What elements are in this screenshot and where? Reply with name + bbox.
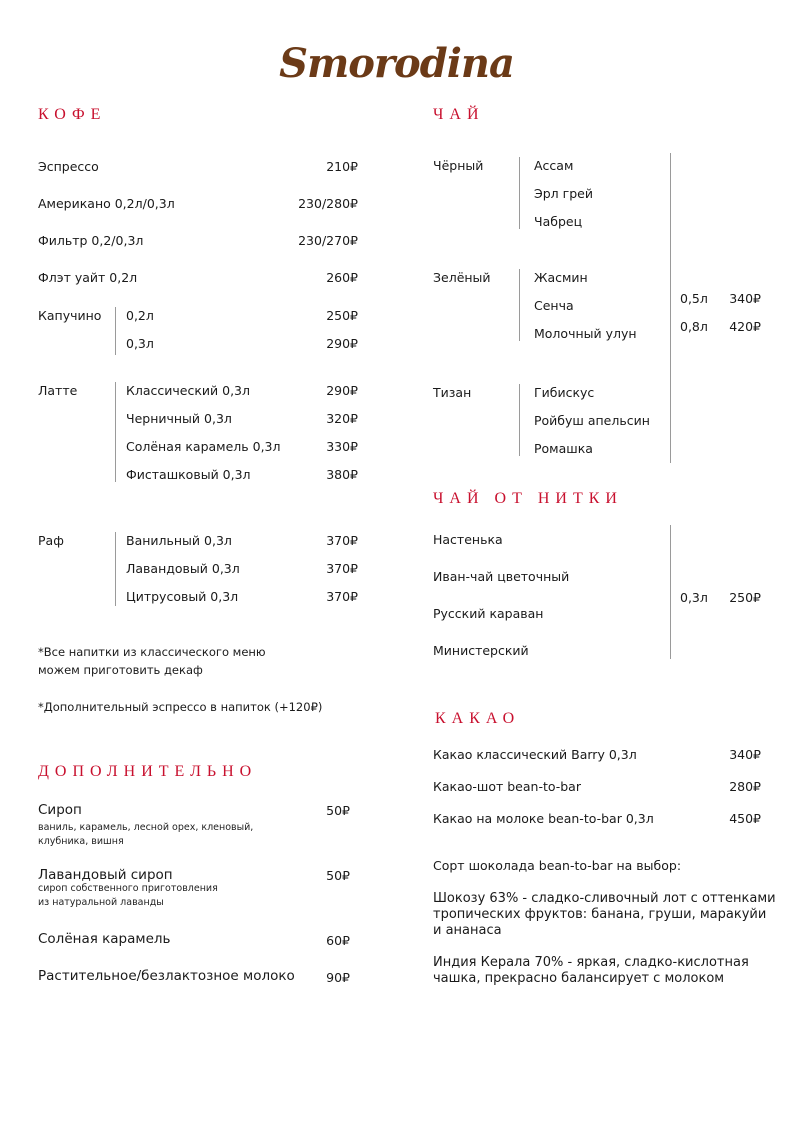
divider xyxy=(519,384,520,456)
option-price: 250₽ xyxy=(326,308,358,323)
option-price: 290₽ xyxy=(326,383,358,398)
menu-item-price: 230/270₽ xyxy=(298,233,358,248)
tea-price: 340₽ xyxy=(729,291,761,306)
decaf-note: *Все напитки из классического меню xyxy=(38,645,266,659)
thread-tea-item: Настенька xyxy=(433,532,503,547)
tea-item: Молочный улун xyxy=(534,326,637,341)
option-label: Ванильный 0,3л xyxy=(126,533,232,548)
thread-tea-price: 250₽ xyxy=(729,590,761,605)
latte-name: Латте xyxy=(38,383,78,398)
cocoa-item-price: 450₽ xyxy=(729,811,761,826)
menu-item-name: Эспрессо xyxy=(38,159,99,174)
thread-tea-size: 0,3л xyxy=(680,590,708,605)
menu-item-price: 260₽ xyxy=(326,270,358,285)
extra-title: ДОПОЛНИТЕЛЬНО xyxy=(38,763,258,780)
divider xyxy=(519,157,520,229)
tea-group-name: Чёрный xyxy=(433,158,484,173)
espresso-note: *Дополнительный эспрессо в напиток (+120₽) xyxy=(38,700,323,714)
menu-item-price: 210₽ xyxy=(326,159,358,174)
raf-name: Раф xyxy=(38,533,64,548)
coffee-title: КОФЕ xyxy=(38,106,107,123)
tea-size: 0,8л xyxy=(680,319,708,334)
extra-item-name: Солёная карамель xyxy=(38,931,171,947)
thread-tea-item: Иван-чай цветочный xyxy=(433,569,570,584)
extra-item-name: Сироп xyxy=(38,802,82,818)
tea-item: Гибискус xyxy=(534,385,595,400)
tea-group-name: Тизан xyxy=(433,385,472,400)
option-label: 0,2л xyxy=(126,308,154,323)
extra-item-name: Растительное/безлактозное молоко xyxy=(38,968,295,984)
divider xyxy=(519,269,520,341)
option-price: 370₽ xyxy=(326,561,358,576)
divider xyxy=(115,532,116,606)
tea-item: Ассам xyxy=(534,158,574,173)
thread-tea-item: Русский караван xyxy=(433,606,544,621)
option-label: Фисташковый 0,3л xyxy=(126,467,251,482)
cocoa-item-name: Какао классический Barry 0,3л xyxy=(433,747,637,762)
extra-item-price: 50₽ xyxy=(326,803,350,818)
option-price: 330₽ xyxy=(326,439,358,454)
tea-item: Эрл грей xyxy=(534,186,593,201)
thread-tea-item: Министерский xyxy=(433,643,529,658)
extra-item-desc: сироп собственного приготовления из натуральной лаванды xyxy=(38,883,218,908)
brand-logo: Smorodina xyxy=(279,40,514,87)
extra-item-desc: ваниль, карамель, лесной орех, кленовый, клубника, вишня xyxy=(38,822,254,847)
option-price: 290₽ xyxy=(326,336,358,351)
option-label: Цитрусовый 0,3л xyxy=(126,589,239,604)
thread-tea-title: ЧАЙ ОТ НИТКИ xyxy=(433,490,623,507)
cocoa-item-name: Какао на молоке bean-to-bar 0,3л xyxy=(433,811,654,826)
tea-item: Чабрец xyxy=(534,214,583,229)
chocolate-choice: Индия Керала 70% - яркая, сладко-кислотная чашка, прекрасно балансирует с молоком xyxy=(433,955,749,986)
tea-title: ЧАЙ xyxy=(433,106,485,123)
menu-item-name: Фильтр 0,2/0,3л xyxy=(38,233,144,248)
option-label: Лавандовый 0,3л xyxy=(126,561,240,576)
cocoa-title: КАКАО xyxy=(435,710,521,727)
tea-group-name: Зелёный xyxy=(433,270,491,285)
option-label: 0,3л xyxy=(126,336,154,351)
option-price: 320₽ xyxy=(326,411,358,426)
chocolate-choice-title: Сорт шоколада bean-to-bar на выбор: xyxy=(433,858,682,873)
tea-item: Ромашка xyxy=(534,441,593,456)
option-price: 370₽ xyxy=(326,589,358,604)
decaf-note: можем приготовить декаф xyxy=(38,663,203,677)
option-label: Солёная карамель 0,3л xyxy=(126,439,281,454)
extra-item-name: Лавандовый сироп xyxy=(38,867,173,883)
extra-item-price: 60₽ xyxy=(326,933,350,948)
tea-item: Сенча xyxy=(534,298,574,313)
tea-item: Жасмин xyxy=(534,270,588,285)
divider xyxy=(115,382,116,482)
tea-size: 0,5л xyxy=(680,291,708,306)
extra-item-price: 50₽ xyxy=(326,868,350,883)
option-price: 380₽ xyxy=(326,467,358,482)
cocoa-item-price: 340₽ xyxy=(729,747,761,762)
menu-item-name: Американо 0,2л/0,3л xyxy=(38,196,175,211)
tea-price: 420₽ xyxy=(729,319,761,334)
cappuccino-name: Капучино xyxy=(38,308,102,323)
menu-item-name: Флэт уайт 0,2л xyxy=(38,270,138,285)
divider xyxy=(670,525,671,659)
menu-item-price: 230/280₽ xyxy=(298,196,358,211)
option-label: Черничный 0,3л xyxy=(126,411,232,426)
cocoa-item-price: 280₽ xyxy=(729,779,761,794)
chocolate-choice: Шокозу 63% - сладко-сливочный лот с оттенками тропических фруктов: банана, груши, маракуйи и ананаса xyxy=(433,891,776,938)
divider xyxy=(115,307,116,355)
option-label: Классический 0,3л xyxy=(126,383,250,398)
option-price: 370₽ xyxy=(326,533,358,548)
tea-item: Ройбуш апельсин xyxy=(534,413,650,428)
divider xyxy=(670,153,671,463)
cocoa-item-name: Какао-шот bean-to-bar xyxy=(433,779,581,794)
extra-item-price: 90₽ xyxy=(326,970,350,985)
